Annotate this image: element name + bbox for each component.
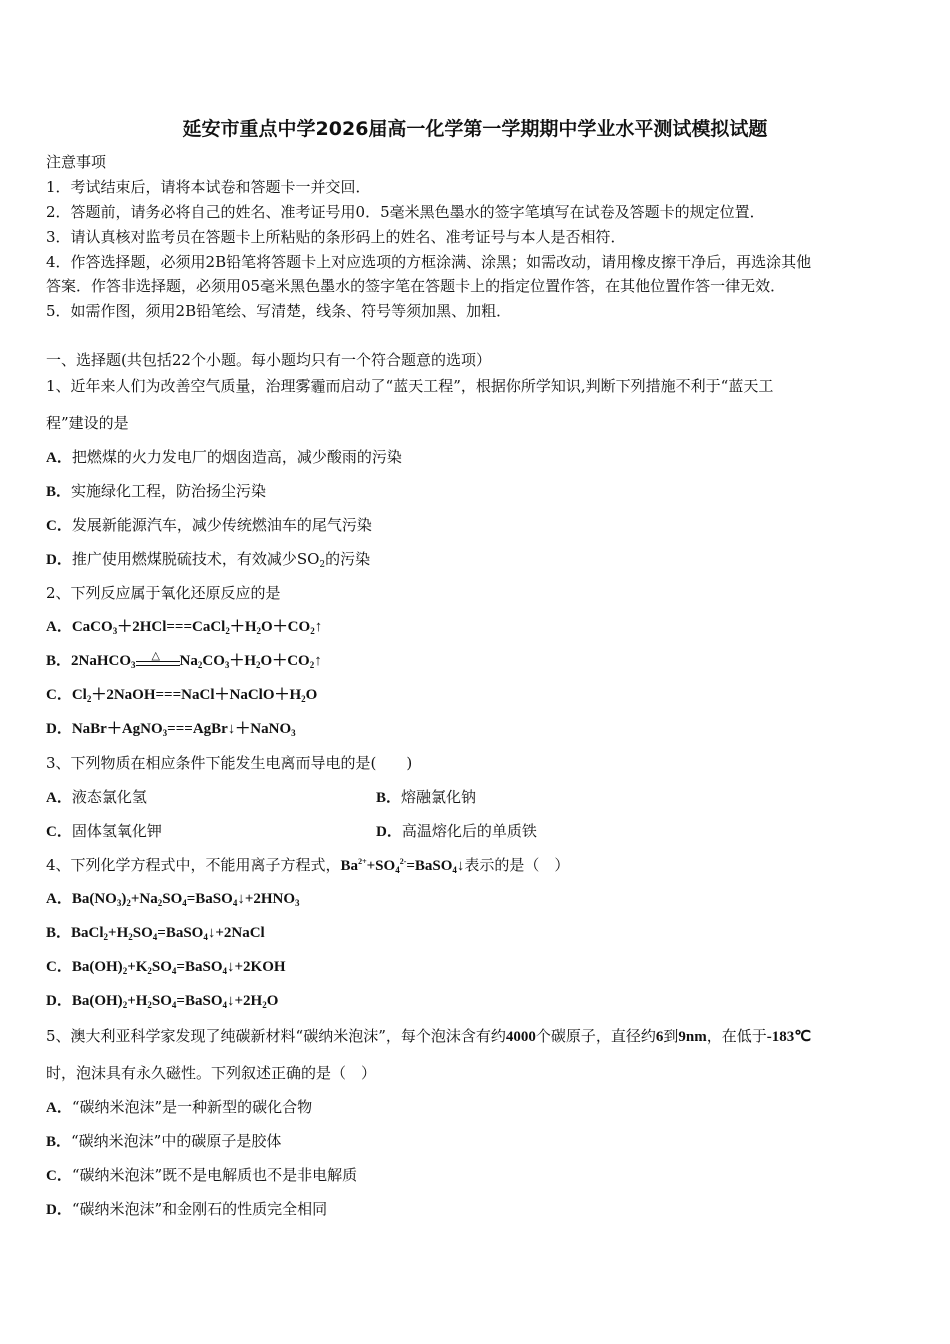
notice-item: 1．考试结束后，请将本试卷和答题卡一并交回．	[46, 178, 371, 196]
q3-option-d: D．高温熔化后的单质铁	[376, 822, 537, 840]
question-1-stem-cont: 程”建设的是	[46, 414, 129, 432]
question-1-stem: 1、近年来人们为改善空气质量，治理雾霾而启动了“蓝天工程”，根据你所学知识,判断下列措施不利于“蓝天工	[46, 377, 774, 395]
q4-option-c: C．$Ba(OH)_2+K_2SO_4=BaSO_4↓+2KOH$	[46, 959, 286, 976]
q4-option-b: B．$BaCl_2+H_2SO_4=BaSO_4↓+2NaCl$	[46, 925, 265, 942]
notice-item: 5．如需作图，须用2B铅笔绘、写清楚，线条、符号等须加黑、加粗．	[46, 302, 512, 320]
notice-heading: 注意事项	[46, 153, 107, 171]
q5-option-d: D．“碳纳米泡沫”和金刚石的性质完全相同	[46, 1200, 328, 1218]
q5-option-b: B．“碳纳米泡沫”中的碳原子是胶体	[46, 1132, 282, 1150]
page-title: 延安市重点中学2026届高一化学第一学期期中学业水平测试模拟试题	[182, 118, 768, 140]
notice-item: 答案．作答非选择题，必须用05毫米黑色墨水的签字笔在答题卡上的指定位置作答，在其他位置作答一律无效．	[46, 277, 786, 295]
heat-condition: △	[136, 654, 180, 670]
q2-option-a: A．$CaCO_3+2HCl===CaCl_2+H_2O+CO_2↑$	[46, 619, 323, 636]
q5-option-a: A．“碳纳米泡沫”是一种新型的碳化合物	[46, 1098, 313, 1116]
q2-option-d: D．NaBr＋AgNO$_3$===AgBr↓＋NaNO$_3$	[46, 721, 296, 738]
notice-item: 3．请认真核对监考员在答题卡上所粘贴的条形码上的姓名、准考证号与本人是否相符．	[46, 228, 626, 246]
section-heading: 一、选择题(共包括22个小题。每小题均只有一个符合题意的选项）	[46, 351, 491, 369]
question-2-stem: 2、下列反应属于氧化还原反应的是	[46, 584, 281, 602]
q1-option-b: B．实施绿化工程，防治扬尘污染	[46, 482, 267, 500]
q1-option-c: C．发展新能源汽车，减少传统燃油车的尾气污染	[46, 516, 372, 534]
question-4-stem: 4、下列化学方程式中，不能用离子方程式，$Ba^{2+}+SO_4^{2-}=BaSO_4↓$表示的是（ ）	[46, 856, 570, 875]
q3-option-b: B．熔融氯化钠	[376, 788, 477, 806]
notice-item: 2．答题前，请务必将自己的姓名、准考证号用0．5毫米黑色墨水的签字笔填写在试卷及答题卡的规定位置．	[46, 203, 765, 221]
q1-option-d: D．推广使用燃煤脱硫技术，有效减少$SO_2$的污染	[46, 550, 371, 570]
notice-item: 4．作答选择题，必须用2B铅笔将答题卡上对应选项的方框涂满、涂黑；如需改动，请用橡皮擦干净后，再选涂其他	[46, 253, 812, 271]
q3-option-a: A．液态氯化氢	[46, 788, 147, 806]
q3-option-c: C．固体氢氧化钾	[46, 822, 162, 840]
q2-option-b: B．2NaHCO$_3$ △ $Na_2CO_3+H_2O+CO_2↑$	[46, 649, 322, 670]
q4-option-a: A．$Ba(NO_3)_2+Na_2SO_4=BaSO_4↓+2HNO_3$	[46, 891, 300, 908]
question-5-stem: 5、澳大利亚科学家发现了纯碳新材料“碳纳米泡沫”，每个泡沫含有约4000个碳原子，直径约6到9nm，在低于-183℃	[46, 1027, 812, 1045]
q5-option-c: C．“碳纳米泡沫”既不是电解质也不是非电解质	[46, 1166, 358, 1184]
question-3-stem: 3、下列物质在相应条件下能发生电离而导电的是( )	[46, 754, 413, 772]
q1-option-a: A．把燃煤的火力发电厂的烟囱造高，减少酸雨的污染	[46, 448, 402, 466]
question-5-stem-cont: 时，泡沫具有永久磁性。下列叙述正确的是（ ）	[46, 1064, 377, 1082]
q2-option-c: C．$Cl_2+2NaOH===NaCl+NaClO+H_2O$	[46, 687, 318, 704]
q4-option-d: D．$Ba(OH)_2+H_2SO_4=BaSO_4↓+2H_2O$	[46, 993, 279, 1010]
